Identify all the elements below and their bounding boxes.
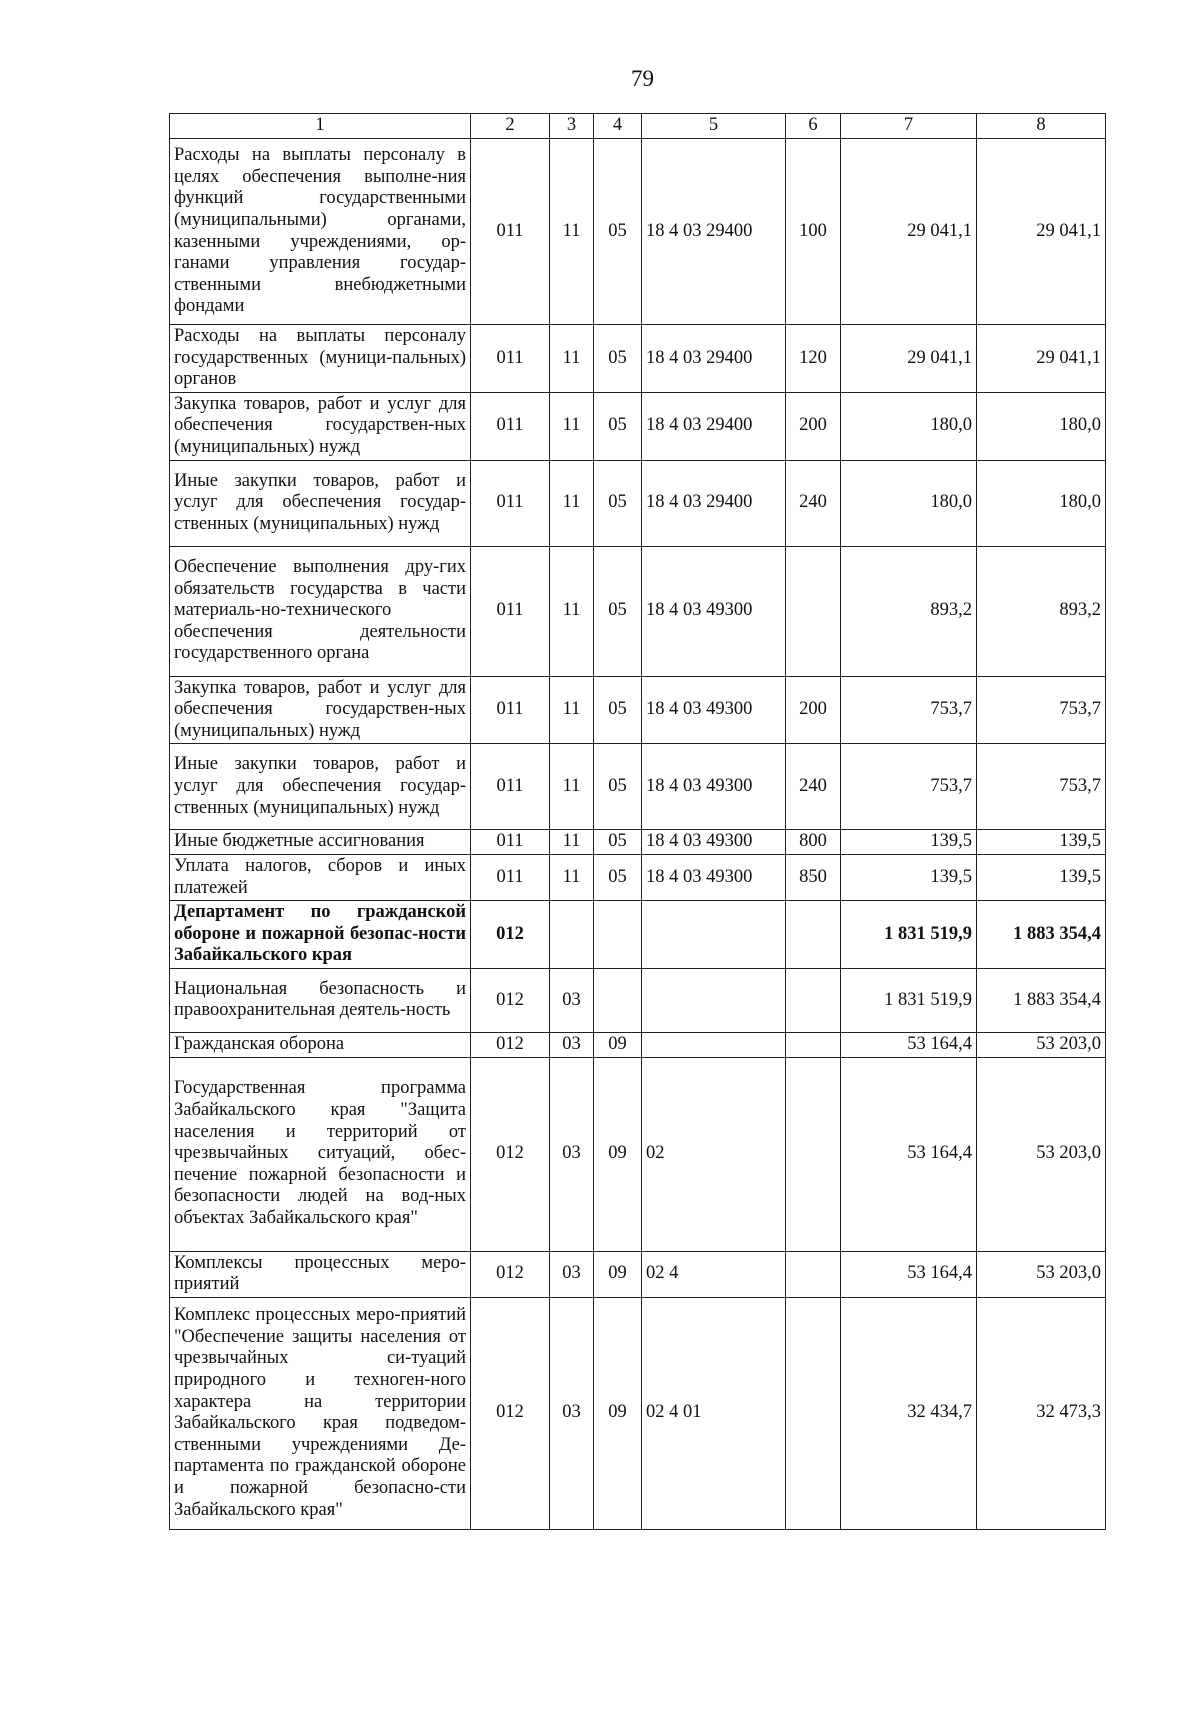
row-name-cell: Гражданская оборона (170, 1032, 471, 1057)
target-article-cell: 18 4 03 29400 (642, 139, 786, 325)
table-row (170, 744, 1106, 830)
chapter-code-cell: 011 (471, 854, 550, 900)
section-code-cell: 11 (550, 392, 594, 460)
chapter-code-cell: 011 (471, 744, 550, 830)
chapter-code-cell: 011 (471, 392, 550, 460)
section-code-cell: 03 (550, 968, 594, 1032)
target-article-cell: 18 4 03 49300 (642, 830, 786, 855)
amount-year2-cell: 53 203,0 (977, 1251, 1106, 1297)
amount-year1-cell: 139,5 (841, 854, 977, 900)
subsection-code-cell: 05 (594, 854, 642, 900)
subsection-code-cell: 05 (594, 830, 642, 855)
section-code-cell: 11 (550, 139, 594, 325)
page-number: 79 (631, 66, 654, 91)
subsection-code-cell: 05 (594, 676, 642, 744)
row-name-cell: Закупка товаров, работ и услуг для обеспечения государствен-ных (муниципальных) нужд (170, 392, 471, 460)
amount-year1-cell: 753,7 (841, 676, 977, 744)
chapter-code-cell: 012 (471, 1251, 550, 1297)
chapter-code-cell: 012 (471, 968, 550, 1032)
amount-year2-cell: 53 203,0 (977, 1057, 1106, 1251)
amount-year1-cell: 1 831 519,9 (841, 968, 977, 1032)
section-code-cell: 03 (550, 1032, 594, 1057)
table-row (170, 1251, 1106, 1297)
target-article-cell (642, 968, 786, 1032)
amount-year2-cell: 180,0 (977, 460, 1106, 546)
amount-year2-cell: 180,0 (977, 392, 1106, 460)
amount-year2-cell: 1 883 354,4 (977, 968, 1106, 1032)
table-row (170, 139, 1106, 325)
subsection-code-cell: 09 (594, 1057, 642, 1251)
section-code-cell: 11 (550, 676, 594, 744)
amount-year1-cell: 1 831 519,9 (841, 901, 977, 969)
chapter-code-cell: 012 (471, 1032, 550, 1057)
chapter-code-cell: 011 (471, 830, 550, 855)
subsection-code-cell: 05 (594, 325, 642, 393)
table-row (170, 460, 1106, 546)
table-row (170, 968, 1106, 1032)
target-article-cell (642, 1032, 786, 1057)
table-row (170, 1057, 1106, 1251)
header-row (170, 114, 1106, 139)
expense-type-cell: 100 (786, 139, 841, 325)
header-cell: 2 (471, 114, 550, 139)
subsection-code-cell (594, 968, 642, 1032)
target-article-cell: 02 4 (642, 1251, 786, 1297)
amount-year2-cell: 53 203,0 (977, 1032, 1106, 1057)
amount-year1-cell: 53 164,4 (841, 1057, 977, 1251)
amount-year2-cell: 139,5 (977, 854, 1106, 900)
amount-year2-cell: 139,5 (977, 830, 1106, 855)
section-code-cell: 11 (550, 546, 594, 676)
header-cell: 1 (170, 114, 471, 139)
header-cell: 4 (594, 114, 642, 139)
row-name-cell: Иные закупки товаров, работ и услуг для обеспечения государ-ственных (муниципальных) нужд (170, 460, 471, 546)
amount-year2-cell: 32 473,3 (977, 1297, 1106, 1529)
section-code-cell: 03 (550, 1251, 594, 1297)
target-article-cell: 18 4 03 49300 (642, 744, 786, 830)
amount-year1-cell: 139,5 (841, 830, 977, 855)
expense-type-cell: 200 (786, 676, 841, 744)
row-name-cell: Расходы на выплаты персоналу государственных (муници-пальных) органов (170, 325, 471, 393)
expense-type-cell: 850 (786, 854, 841, 900)
amount-year1-cell: 53 164,4 (841, 1251, 977, 1297)
amount-year1-cell: 180,0 (841, 460, 977, 546)
amount-year2-cell: 753,7 (977, 676, 1106, 744)
expense-type-cell: 240 (786, 460, 841, 546)
subsection-code-cell: 05 (594, 546, 642, 676)
chapter-code-cell: 012 (471, 1057, 550, 1251)
table-row (170, 830, 1106, 855)
expense-type-cell: 200 (786, 392, 841, 460)
amount-year1-cell: 29 041,1 (841, 325, 977, 393)
row-name-cell: Государственная программа Забайкальского края "Защита населения и территорий от чрезвычайных ситуаций, обес-печение пожарной безопасности и безопасности людей на вод-ных объектах Забайкальского края" (170, 1057, 471, 1251)
header-cell: 3 (550, 114, 594, 139)
subsection-code-cell: 05 (594, 392, 642, 460)
expense-type-cell: 240 (786, 744, 841, 830)
chapter-code-cell: 012 (471, 901, 550, 969)
row-name-cell: Национальная безопасность и правоохранительная деятель-ность (170, 968, 471, 1032)
target-article-cell (642, 901, 786, 969)
target-article-cell: 18 4 03 29400 (642, 460, 786, 546)
section-code-cell (550, 901, 594, 969)
row-name-cell: Комплекс процессных меро-приятий "Обеспечение защиты населения от чрезвычайных си-туаций природного и техноген-ного характера на территории Забайкальского края подведом-ственными учреждениями Де-партамента по гражданской обороне и пожарной безопасно-сти Забайкальского края" (170, 1297, 471, 1529)
table-body (170, 114, 1106, 1530)
row-name-cell: Закупка товаров, работ и услуг для обеспечения государствен-ных (муниципальных) нужд (170, 676, 471, 744)
header-cell: 7 (841, 114, 977, 139)
target-article-cell: 18 4 03 49300 (642, 546, 786, 676)
section-code-cell: 11 (550, 325, 594, 393)
table-row (170, 546, 1106, 676)
table-row (170, 1297, 1106, 1529)
amount-year1-cell: 180,0 (841, 392, 977, 460)
section-code-cell: 11 (550, 830, 594, 855)
table-row (170, 392, 1106, 460)
target-article-cell: 18 4 03 49300 (642, 854, 786, 900)
amount-year1-cell: 32 434,7 (841, 1297, 977, 1529)
row-name-cell: Иные бюджетные ассигнования (170, 830, 471, 855)
amount-year2-cell: 29 041,1 (977, 139, 1106, 325)
target-article-cell: 02 (642, 1057, 786, 1251)
section-code-cell: 11 (550, 854, 594, 900)
subsection-code-cell: 09 (594, 1251, 642, 1297)
section-code-cell: 11 (550, 460, 594, 546)
amount-year1-cell: 53 164,4 (841, 1032, 977, 1057)
table-row (170, 676, 1106, 744)
table-row (170, 1032, 1106, 1057)
header-cell: 5 (642, 114, 786, 139)
chapter-code-cell: 012 (471, 1297, 550, 1529)
expense-type-cell (786, 1057, 841, 1251)
table-row (170, 901, 1106, 969)
target-article-cell: 18 4 03 49300 (642, 676, 786, 744)
row-name-cell: Уплата налогов, сборов и иных платежей (170, 854, 471, 900)
expense-type-cell: 120 (786, 325, 841, 393)
expense-type-cell (786, 546, 841, 676)
amount-year1-cell: 29 041,1 (841, 139, 977, 325)
target-article-cell: 18 4 03 29400 (642, 392, 786, 460)
header-cell: 6 (786, 114, 841, 139)
chapter-code-cell: 011 (471, 460, 550, 546)
chapter-code-cell: 011 (471, 676, 550, 744)
expense-type-cell (786, 1032, 841, 1057)
subsection-code-cell: 09 (594, 1297, 642, 1529)
target-article-cell: 02 4 01 (642, 1297, 786, 1529)
table-row (170, 854, 1106, 900)
subsection-code-cell: 05 (594, 744, 642, 830)
expense-type-cell (786, 1297, 841, 1529)
row-name-cell: Комплексы процессных меро-приятий (170, 1251, 471, 1297)
subsection-code-cell: 05 (594, 460, 642, 546)
chapter-code-cell: 011 (471, 325, 550, 393)
section-code-cell: 03 (550, 1057, 594, 1251)
target-article-cell: 18 4 03 29400 (642, 325, 786, 393)
row-name-cell: Расходы на выплаты персоналу в целях обеспечения выполне-ния функций государственными (муниципальными) органами, казенными учреждениями, ор-ганами управления государ-ственными внебюджетными фондами (170, 139, 471, 325)
expense-type-cell (786, 968, 841, 1032)
amount-year2-cell: 1 883 354,4 (977, 901, 1106, 969)
header-cell: 8 (977, 114, 1106, 139)
subsection-code-cell: 05 (594, 139, 642, 325)
section-code-cell: 03 (550, 1297, 594, 1529)
chapter-code-cell: 011 (471, 139, 550, 325)
expense-type-cell (786, 1251, 841, 1297)
amount-year2-cell: 893,2 (977, 546, 1106, 676)
amount-year1-cell: 753,7 (841, 744, 977, 830)
row-name-cell: Департамент по гражданской обороне и пожарной безопас-ности Забайкальского края (170, 901, 471, 969)
subsection-code-cell (594, 901, 642, 969)
chapter-code-cell: 011 (471, 546, 550, 676)
section-code-cell: 11 (550, 744, 594, 830)
subsection-code-cell: 09 (594, 1032, 642, 1057)
row-name-cell: Иные закупки товаров, работ и услуг для обеспечения государ-ственных (муниципальных) нужд (170, 744, 471, 830)
expense-type-cell (786, 901, 841, 969)
amount-year1-cell: 893,2 (841, 546, 977, 676)
row-name-cell: Обеспечение выполнения дру-гих обязательств государства в части материаль-но-технического обеспечения деятельности государственного органа (170, 546, 471, 676)
expense-type-cell: 800 (786, 830, 841, 855)
amount-year2-cell: 753,7 (977, 744, 1106, 830)
budget-table (169, 113, 1106, 1530)
table-row (170, 325, 1106, 393)
amount-year2-cell: 29 041,1 (977, 325, 1106, 393)
